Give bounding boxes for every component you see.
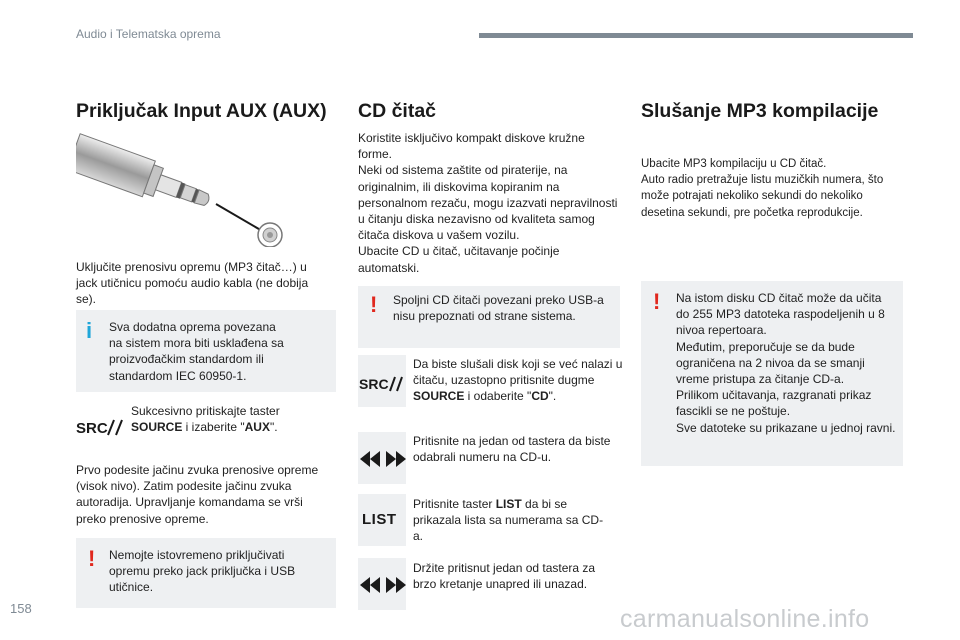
svg-text:SRC: SRC	[359, 376, 389, 392]
list-icon: LIST	[362, 511, 397, 528]
page-number: 158	[10, 601, 32, 616]
warning-icon: !	[370, 292, 378, 317]
section-heading-mp3: Slušanje MP3 kompilacije	[641, 100, 879, 122]
prev-next-icon	[360, 576, 406, 594]
cd-source-step: Da biste slušali disk koji se već nalazi u čitaču, uzastopno pritisnite dugme SOURCE i odaberite "CD".	[413, 357, 623, 404]
warning-icon: !	[653, 289, 661, 314]
prev-next-icon	[360, 450, 406, 468]
page-header-title: Audio i Telematska oprema	[76, 27, 221, 41]
info-note-box	[76, 310, 336, 392]
header-bar	[479, 33, 913, 38]
cd-seek-step: Držite pritisnut jedan od tastera za brzo kretanje unapred ili unazad.	[413, 561, 596, 592]
section-heading-aux: Priključak Input AUX (AUX)	[76, 100, 327, 122]
mp3-warning-box	[641, 281, 903, 466]
cd-list-step: Pritisnite taster LIST da bi se prikazala lista sa numerama sa CD-a.	[413, 497, 604, 544]
cd-intro-text: Koristite isključivo kompakt diskove kružne forme. Neki od sistema zaštite od piraterije, na originalnim, ili diskovima kopiranim na personalnom rezaču, mogu izazvati nepravilnosti u čitanju diska nezavisno od kvaliteta samog čitača diskova u vašem vozilu. Ubacite CD u čitač, učitavanje počinje automatski.	[358, 131, 618, 275]
jack-plug-icon	[76, 132, 296, 247]
src-icon	[76, 416, 124, 438]
aux-volume-text: Prvo podesite jačinu zvuka prenosive opreme (visok nivo). Zatim podesite jačinu zvuka autoradija. Upravljanje komandama se vrši preko prenosive opreme.	[76, 463, 319, 526]
aux-warning-text: Nemojte istovremeno priključivati opremu preko jack priključka i USB utičnice.	[109, 548, 296, 595]
watermark: carmanualsonline.info	[620, 605, 870, 633]
mp3-intro-text: Ubacite MP3 kompilaciju u CD čitač. Auto radio pretražuje listu muzičkih numera, što može potrajati nekoliko sekundi do nekoliko desetina sekundi, pre početka reprodukcije.	[641, 158, 884, 219]
info-note-text: Sva dodatna oprema povezana na sistem mora biti usklađena sa proizvođačkim standardom ili standardom IEC 60950-1.	[109, 320, 284, 383]
aux-intro-text: Uključite prenosivu opremu (MP3 čitač…) u jack utičnicu pomoću audio kabla (ne dobija se).	[76, 260, 309, 307]
aux-warning-box	[76, 538, 336, 608]
svg-text:SRC: SRC	[76, 420, 108, 437]
warning-icon: !	[88, 546, 96, 571]
mp3-warning-text: Na istom disku CD čitač može da učita do 255 MP3 datoteka raspodeljenih u 8 nivoa repertoara. Međutim, preporučuje se da bude ograničena na 2 nivoa da se smanji vreme pristupa za čitanje CD-a. Prilikom učitavanja, razgranati prikaz fascikli se ne poštuje. Sve datoteke su prikazane u jednoj ravni.	[676, 291, 896, 435]
cd-track-step: Pritisnite na jedan od tastera da biste odabrali numeru na CD-u.	[413, 434, 611, 465]
section-heading-cd: CD čitač	[358, 100, 437, 122]
info-icon: i	[86, 318, 93, 343]
cd-warning-text: Spoljni CD čitači povezani preko USB-a nisu prepoznati od strane sistema.	[393, 293, 604, 324]
aux-source-step: Sukcesivno pritiskajte taster SOURCE i izaberite "AUX".	[131, 404, 280, 435]
src-icon	[358, 372, 406, 394]
cd-warning-box	[358, 286, 620, 348]
